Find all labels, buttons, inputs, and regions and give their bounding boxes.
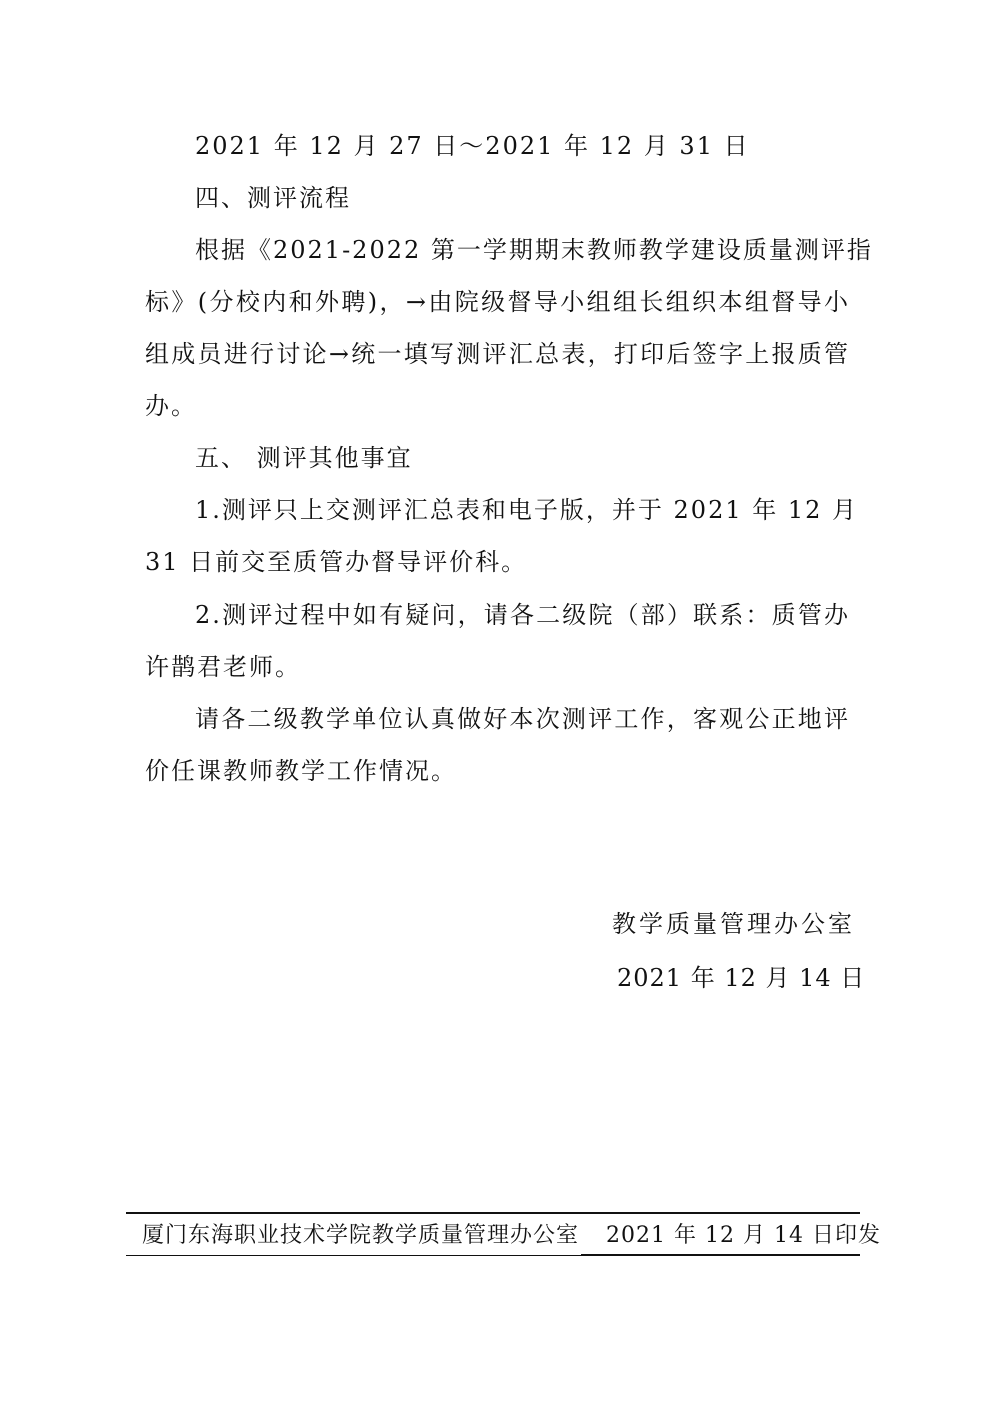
process-paragraph-line-3: 组成员进行讨论→统一填写测评汇总表，打印后签字上报质管 bbox=[145, 340, 850, 368]
process-paragraph-line-4: 办。 bbox=[145, 392, 197, 420]
closing-line-2: 价任课教师教学工作情况。 bbox=[145, 757, 457, 785]
item-2-line-1: 2.测评过程中如有疑问，请各二级院（部）联系：质管办 bbox=[195, 601, 850, 629]
item-1-line-2: 31 日前交至质管办督导评价科。 bbox=[145, 548, 528, 576]
signature-office: 教学质量管理办公室 bbox=[612, 910, 855, 938]
signature-date: 2021 年 12 月 14 日 bbox=[617, 964, 866, 992]
section-heading-process: 四、测评流程 bbox=[195, 184, 351, 212]
item-2-line-2: 许鹊君老师。 bbox=[145, 653, 301, 681]
process-paragraph-line-1: 根据《2021-2022 第一学期期末教师教学建设质量测评指 bbox=[195, 236, 873, 264]
footer-issue-date: 2021 年 12 月 14 日印发 bbox=[606, 1223, 881, 1248]
footer-bottom-rule-right bbox=[581, 1254, 860, 1256]
footer-top-rule bbox=[126, 1212, 860, 1214]
evaluation-period: 2021 年 12 月 27 日～2021 年 12 月 31 日 bbox=[195, 132, 750, 160]
footer-bottom-rule-left bbox=[126, 1255, 581, 1256]
item-1-line-1: 1.测评只上交测评汇总表和电子版，并于 2021 年 12 月 bbox=[195, 496, 859, 524]
closing-line-1: 请各二级教学单位认真做好本次测评工作，客观公正地评 bbox=[195, 705, 850, 733]
footer-issuer: 厦门东海职业技术学院教学质量管理办公室 bbox=[142, 1223, 580, 1248]
section-heading-other: 五、 测评其他事宜 bbox=[195, 444, 413, 472]
process-paragraph-line-2: 标》(分校内和外聘)，→由院级督导小组组长组织本组督导小 bbox=[145, 288, 850, 316]
